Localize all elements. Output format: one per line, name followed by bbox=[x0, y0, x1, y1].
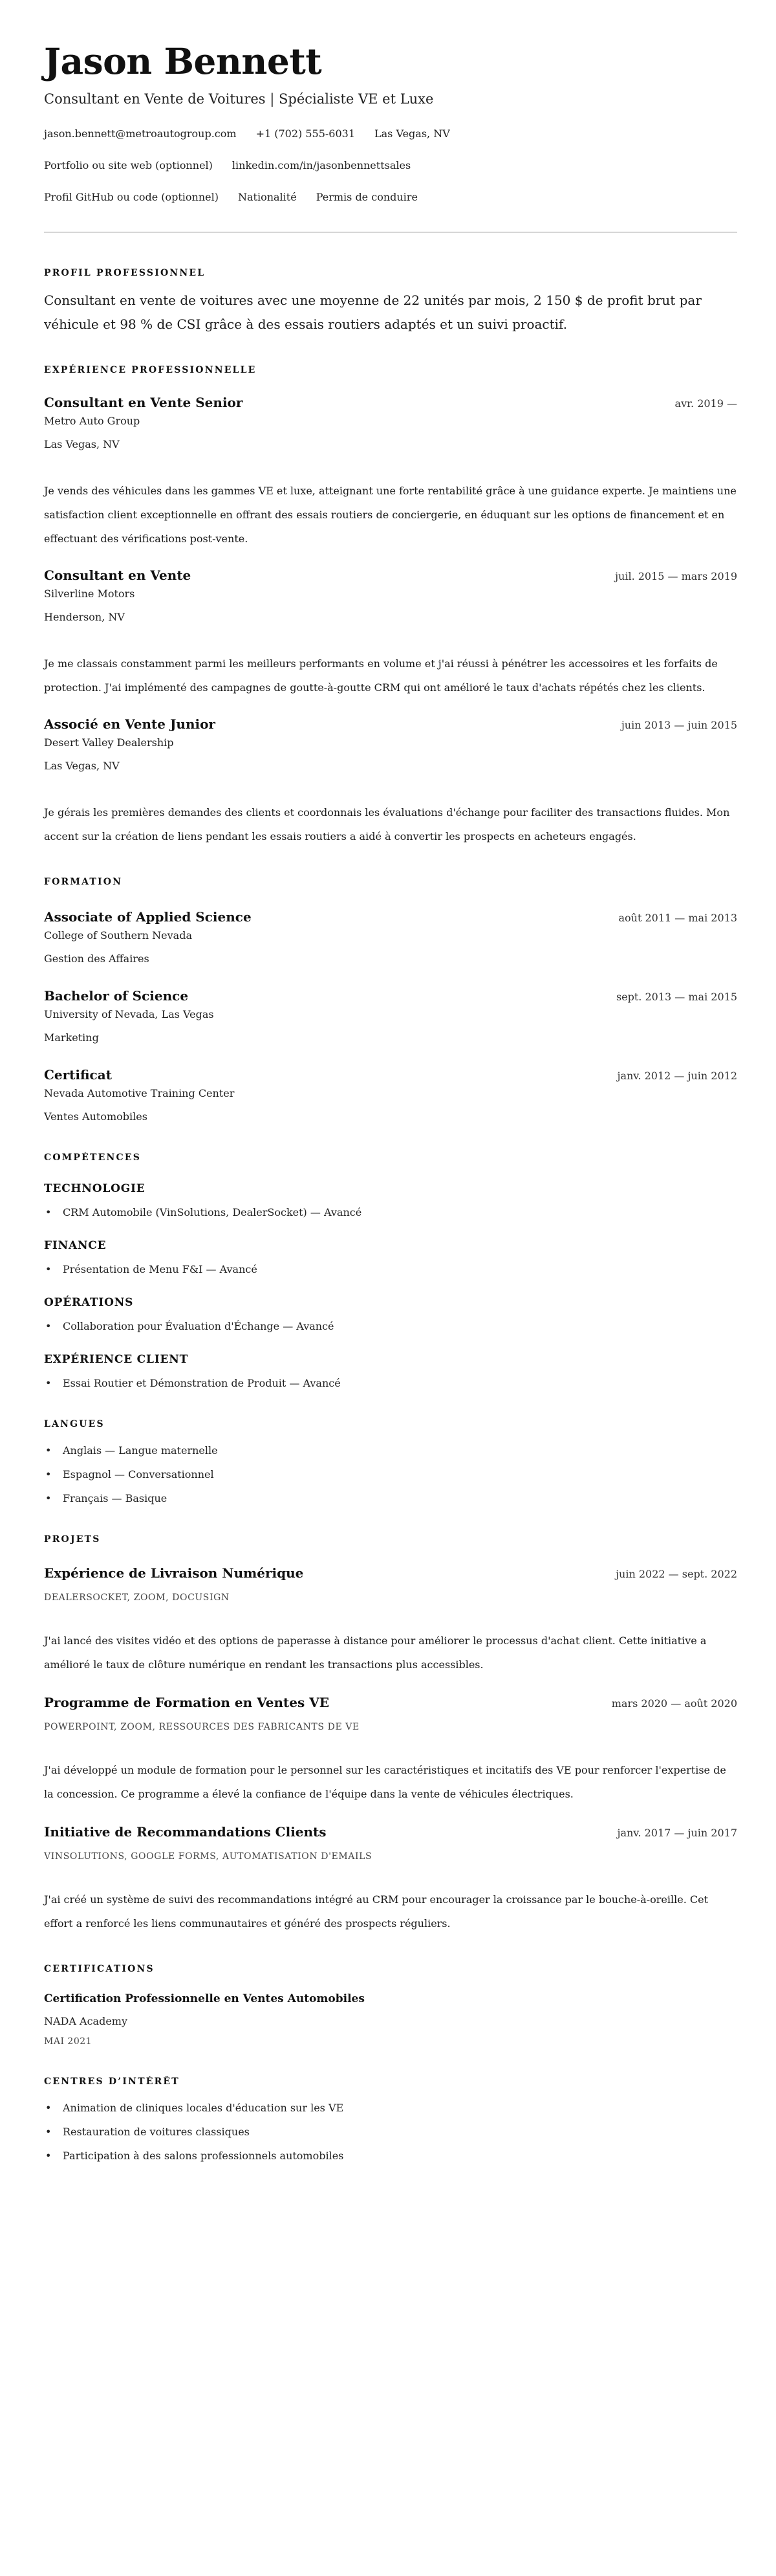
languages-section bbox=[44, 1418, 737, 1506]
skill-category bbox=[44, 1295, 737, 1334]
skill-item: • Essai Routier et Démonstration de Produit — Avancé bbox=[44, 1376, 737, 1391]
experience-section bbox=[44, 364, 737, 848]
project-technologies: POWERPOINT, ZOOM, RESSOURCES DES FABRICANTS DE VE bbox=[44, 1722, 360, 1732]
job-title: Associé en Vente Junior bbox=[44, 716, 215, 732]
projects-section bbox=[44, 1533, 737, 1935]
job-dates: juin 2013 — juin 2015 bbox=[621, 719, 737, 731]
skill-category-title: OPÉRATIONS bbox=[44, 1296, 134, 1309]
phone-number[interactable]: +1 (702) 555-6031 bbox=[255, 127, 356, 140]
interests-section bbox=[44, 2075, 737, 2163]
skill-list bbox=[44, 1262, 737, 1277]
skill-item: • CRM Automobile (VinSolutions, DealerSocket) — Avancé bbox=[44, 1205, 737, 1220]
resume-header bbox=[44, 39, 737, 233]
education-section bbox=[44, 875, 737, 1124]
job-location: Henderson, NV bbox=[44, 611, 125, 623]
job-title: Consultant en Vente bbox=[44, 567, 191, 583]
education-dates: sept. 2013 — mai 2015 bbox=[616, 991, 737, 1003]
language-item: • Français — Basique bbox=[44, 1492, 737, 1506]
email-link[interactable]: jason.bennett@metroautogroup.com bbox=[44, 127, 237, 140]
nationality: Nationalité bbox=[237, 191, 297, 203]
skill-category bbox=[44, 1352, 737, 1391]
linkedin-link[interactable]: linkedin.com/in/jasonbennettsales bbox=[232, 159, 411, 171]
section-title-certifications: CERTIFICATIONS bbox=[44, 1964, 155, 1974]
candidate-headline: Consultant en Vente de Voitures | Spécialiste VE et Luxe bbox=[44, 91, 434, 107]
language-item: • Espagnol — Conversationnel bbox=[44, 1468, 737, 1482]
contact-row-primary bbox=[44, 127, 737, 141]
school-name: College of Southern Nevada bbox=[44, 929, 192, 941]
driving-license: Permis de conduire bbox=[316, 191, 418, 203]
education-entry bbox=[44, 908, 737, 966]
header-divider bbox=[44, 232, 737, 233]
candidate-name: Jason Bennett bbox=[44, 40, 322, 82]
section-title-projects: PROJETS bbox=[44, 1534, 101, 1545]
job-dates: avr. 2019 — bbox=[674, 397, 737, 410]
contact-row-links bbox=[44, 159, 737, 173]
project-name: Expérience de Livraison Numérique bbox=[44, 1565, 304, 1581]
section-title-skills: COMPÉTENCES bbox=[44, 1152, 142, 1163]
skill-item: • Collaboration pour Évaluation d'Échange — Avancé bbox=[44, 1319, 737, 1334]
project-name: Programme de Formation en Ventes VE bbox=[44, 1695, 329, 1710]
education-dates: août 2011 — mai 2013 bbox=[618, 912, 737, 924]
education-entry bbox=[44, 1066, 737, 1124]
skill-list bbox=[44, 1319, 737, 1334]
section-title-interests: CENTRES D’INTÉRÊT bbox=[44, 2076, 180, 2087]
interest-list bbox=[44, 2101, 737, 2163]
interest-item: • Animation de cliniques locales d'éducation sur les VE bbox=[44, 2101, 737, 2115]
profile-summary: Consultant en vente de voitures avec une moyenne de 22 unités par mois, 2 150 $ de profit brut par véhicule et 98 % de CSI grâce à des essais routiers adaptés et un suivi proactif. bbox=[44, 292, 702, 332]
certification-entry bbox=[44, 1991, 737, 2048]
job-dates: juil. 2015 — mars 2019 bbox=[615, 570, 737, 582]
job-location: Las Vegas, NV bbox=[44, 760, 120, 772]
project-entry bbox=[44, 1693, 737, 1806]
degree-title: Associate of Applied Science bbox=[44, 909, 252, 925]
education-entry bbox=[44, 987, 737, 1045]
github-link[interactable]: Profil GitHub ou code (optionnel) bbox=[44, 191, 219, 203]
contact-row-extra bbox=[44, 190, 737, 204]
location: Las Vegas, NV bbox=[374, 127, 450, 140]
project-dates: juin 2022 — sept. 2022 bbox=[616, 1568, 737, 1580]
skill-list bbox=[44, 1376, 737, 1391]
school-name: Nevada Automotive Training Center bbox=[44, 1087, 235, 1099]
skill-list bbox=[44, 1205, 737, 1220]
certification-date: MAI 2021 bbox=[44, 2036, 92, 2047]
skill-item: • Présentation de Menu F&I — Avancé bbox=[44, 1262, 737, 1277]
skill-category bbox=[44, 1238, 737, 1277]
project-dates: janv. 2017 — juin 2017 bbox=[617, 1827, 737, 1839]
project-description: J'ai développé un module de formation pour le personnel sur les caractéristiques et incitatifs des VE pour renforcer l'expertise de la concession. Ce programme a élevé la confiance de l'équipe dans la vente de véhicules électriques. bbox=[44, 1764, 726, 1800]
skills-section bbox=[44, 1151, 737, 1391]
project-entry bbox=[44, 1823, 737, 1935]
job-description: Je gérais les premières demandes des clients et coordonnais les évaluations d'échange pour faciliter des transactions fluides. Mon accent sur la création de liens pendant les essais routiers a aidé à convertir les prospects en acheteurs engagés. bbox=[44, 806, 730, 842]
experience-entry bbox=[44, 715, 737, 848]
certification-issuer: NADA Academy bbox=[44, 2015, 127, 2027]
job-title: Consultant en Vente Senior bbox=[44, 395, 243, 410]
skill-category bbox=[44, 1181, 737, 1220]
section-title-languages: LANGUES bbox=[44, 1419, 105, 1429]
interest-item: • Restauration de voitures classiques bbox=[44, 2125, 737, 2139]
field-of-study: Marketing bbox=[44, 1031, 99, 1044]
company-name: Metro Auto Group bbox=[44, 415, 140, 427]
project-entry bbox=[44, 1564, 737, 1677]
profile-section bbox=[44, 267, 737, 336]
project-technologies: VINSOLUTIONS, GOOGLE FORMS, AUTOMATISATION D'EMAILS bbox=[44, 1851, 372, 1862]
skill-category-title: EXPÉRIENCE CLIENT bbox=[44, 1353, 189, 1366]
field-of-study: Gestion des Affaires bbox=[44, 952, 149, 965]
project-dates: mars 2020 — août 2020 bbox=[611, 1697, 737, 1710]
experience-entry bbox=[44, 566, 737, 699]
experience-entry bbox=[44, 393, 737, 551]
job-description: Je vends des véhicules dans les gammes VE et luxe, atteignant une forte rentabilité grâce à une guidance experte. Je maintiens une satisfaction client exceptionnelle en offrant des essais routiers de conciergerie, en éduquant sur les options de financement et en effectuant des vérifications post-vente. bbox=[44, 485, 737, 545]
skill-category-title: FINANCE bbox=[44, 1239, 107, 1252]
field-of-study: Ventes Automobiles bbox=[44, 1110, 147, 1123]
company-name: Silverline Motors bbox=[44, 588, 135, 600]
section-title-profile: PROFIL PROFESSIONNEL bbox=[44, 268, 206, 278]
job-description: Je me classais constamment parmi les meilleurs performants en volume et j'ai réussi à pénétrer les accessoires et les forfaits de protection. J'ai implémenté des campagnes de goutte-à-goutte CRM qui ont amélioré le taux d'achats répétés chez les clients. bbox=[44, 657, 718, 694]
section-title-education: FORMATION bbox=[44, 877, 123, 887]
project-name: Initiative de Recommandations Clients bbox=[44, 1824, 327, 1840]
certifications-section bbox=[44, 1963, 737, 2048]
project-description: J'ai créé un système de suivi des recommandations intégré au CRM pour encourager la croissance par le bouche-à-oreille. Cet effort a renforcé les liens communautaires et généré des prospects réguliers. bbox=[44, 1893, 708, 1930]
certification-name: Certification Professionnelle en Ventes Automobiles bbox=[44, 1992, 365, 2005]
school-name: University of Nevada, Las Vegas bbox=[44, 1008, 214, 1020]
portfolio-link[interactable]: Portfolio ou site web (optionnel) bbox=[44, 159, 213, 171]
degree-title: Certificat bbox=[44, 1067, 112, 1083]
company-name: Desert Valley Dealership bbox=[44, 736, 174, 749]
project-technologies: DEALERSOCKET, ZOOM, DOCUSIGN bbox=[44, 1592, 230, 1603]
language-list bbox=[44, 1444, 737, 1506]
interest-item: • Participation à des salons professionnels automobiles bbox=[44, 2149, 737, 2163]
language-item: • Anglais — Langue maternelle bbox=[44, 1444, 737, 1458]
section-title-experience: EXPÉRIENCE PROFESSIONNELLE bbox=[44, 365, 257, 375]
skill-category-title: TECHNOLOGIE bbox=[44, 1182, 146, 1195]
education-dates: janv. 2012 — juin 2012 bbox=[617, 1070, 737, 1082]
job-location: Las Vegas, NV bbox=[44, 438, 120, 450]
degree-title: Bachelor of Science bbox=[44, 988, 189, 1004]
project-description: J'ai lancé des visites vidéo et des options de paperasse à distance pour améliorer le processus d'achat client. Cette initiative a amélioré le taux de clôture numérique en rendant les transactions plus accessibles. bbox=[44, 1635, 707, 1671]
